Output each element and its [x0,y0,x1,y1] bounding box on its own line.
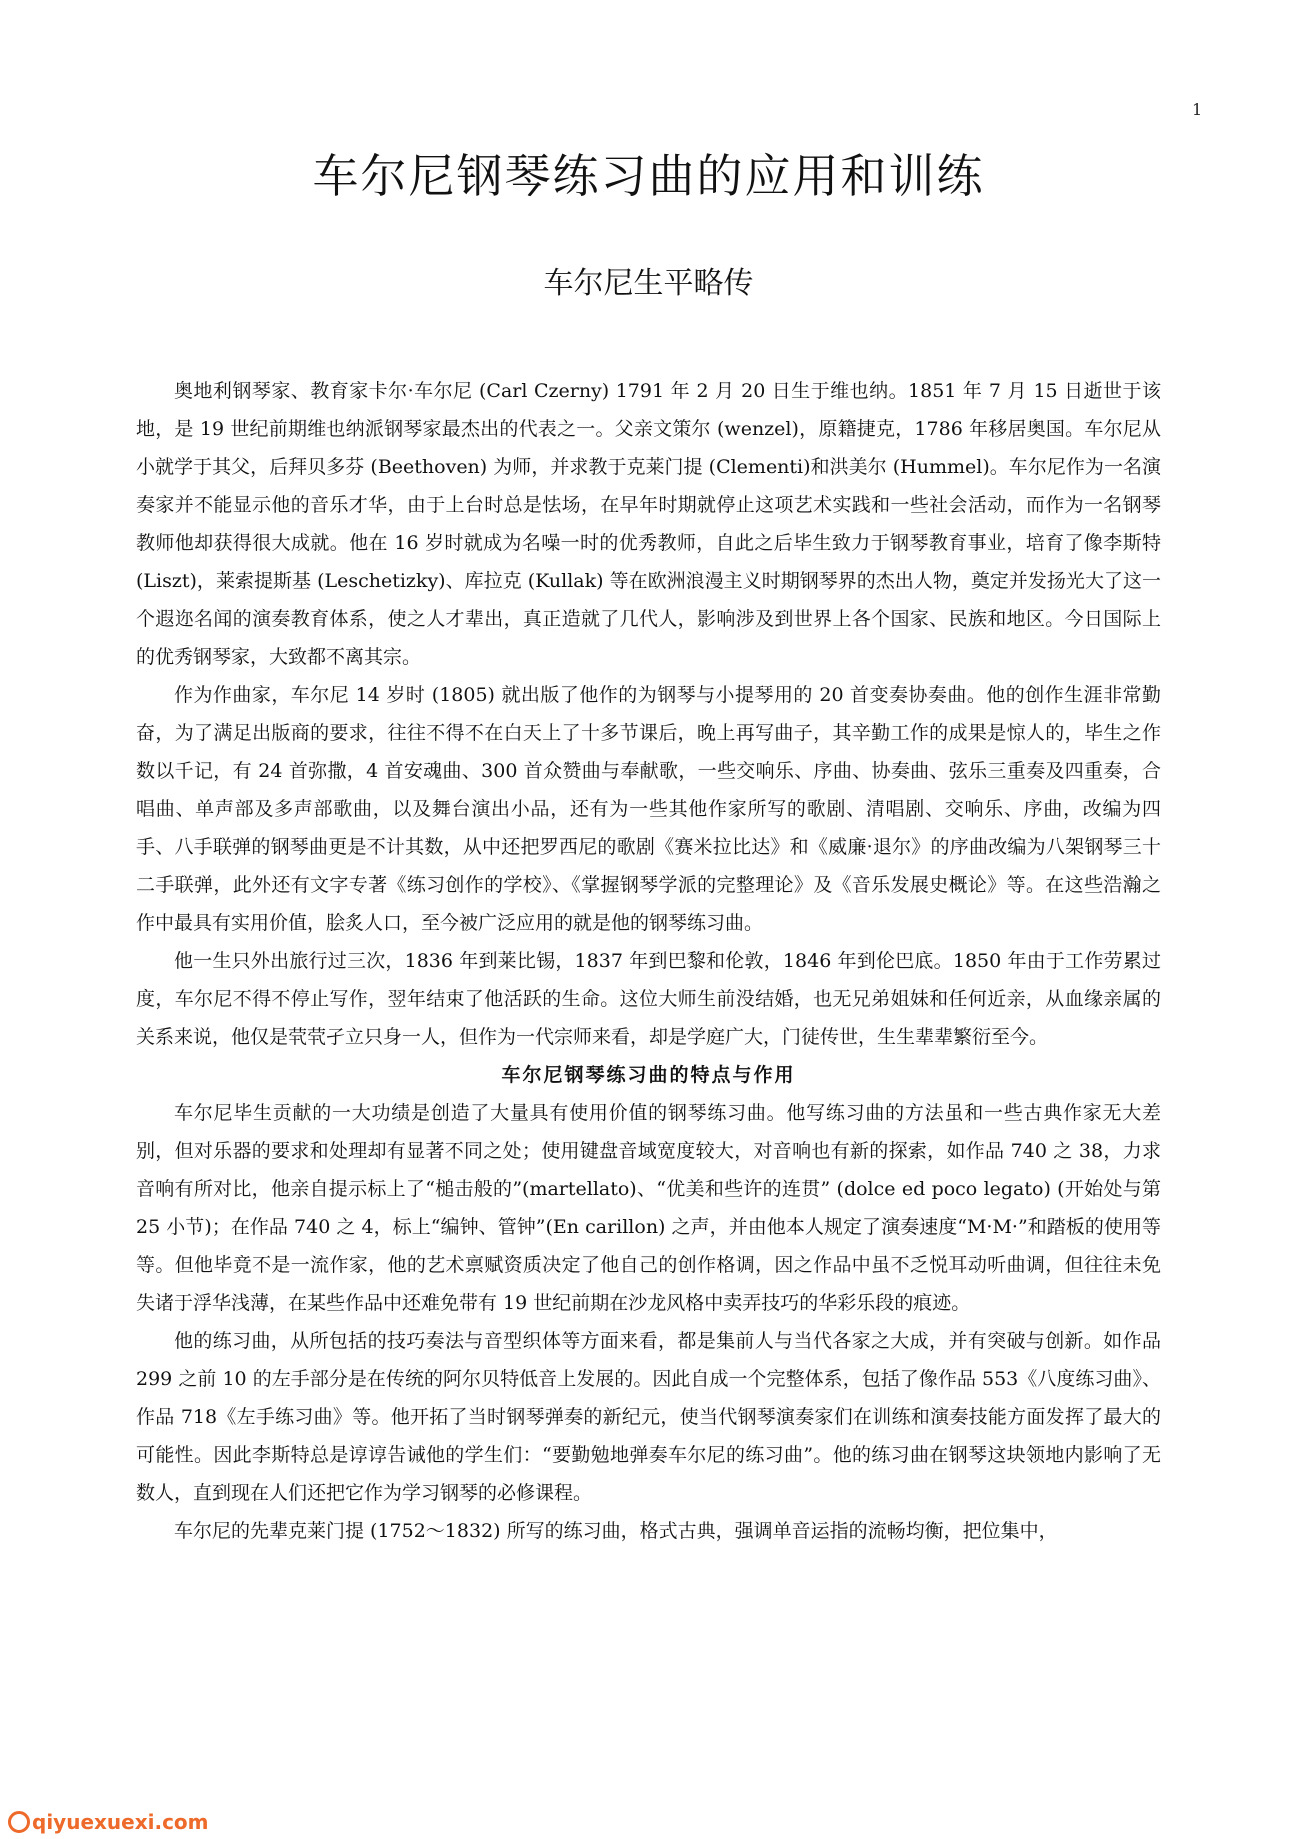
paragraph: 车尔尼毕生贡献的一大功绩是创造了大量具有使用价值的钢琴练习曲。他写练习曲的方法虽和一些古典作家无大差别，但对乐器的要求和处理却有显著不同之处；使用键盘音域宽度较大，对音响也有新的探索，如作品 740 之 38，力求音响有所对比，他亲自提示标上了“槌击般的”(martellato)、“优美和些许的连贯” (dolce ed poco legato) (开始处与第 25 小节)；在作品 740 之 4，标上“编钟、管钟”(En carillon) 之声，并由他本人规定了演奏速度“M·M·”和踏板的使用等等。但他毕竟不是一流作家，他的艺术禀赋资质决定了他自己的创作格调，因之作品中虽不乏悦耳动听曲调，但往往未免失诸于浮华浅薄，在某些作品中还难免带有 19 世纪前期在沙龙风格中卖弄技巧的华彩乐段的痕迹。 [136,1102,1161,1314]
section-heading: 车尔尼钢琴练习曲的特点与作用 [501,1064,796,1086]
paragraph: 他一生只外出旅行过三次，1836 年到莱比锡，1837 年到巴黎和伦敦，1846 年到伦巴底。1850 年由于工作劳累过度，车尔尼不得不停止写作，翌年结束了他活跃的生命。这位大师生前没结婚，也无兄弟姐妹和任何近亲，从血缘亲属的关系来说，他仅是茕茕孑立只身一人，但作为一代宗师来看，却是学庭广大，门徒传世，生生辈辈繁衍至今。 [136,950,1161,1048]
section-title-biography: 车尔尼生平略传 [543,266,754,301]
page-number: 1 [1192,100,1203,119]
paragraph: 作为作曲家，车尔尼 14 岁时 (1805) 就出版了他作的为钢琴与小提琴用的 20 首变奏协奏曲。他的创作生涯非常勤奋，为了满足出版商的要求，往往不得不在白天上了十多节课后，晚上再写曲子，其辛勤工作的成果是惊人的，毕生之作数以千记，有 24 首弥撒，4 首安魂曲、300 首众赞曲与奉献歌，一些交响乐、序曲、协奏曲、弦乐三重奏及四重奏，合唱曲、单声部及多声部歌曲，以及舞台演出小品，还有为一些其他作家所写的歌剧、清唱剧、交响乐、序曲，改编为四手、八手联弹的钢琴曲更是不计其数，从中还把罗西尼的歌剧《赛米拉比达》和《威廉·退尔》的序曲改编为八架钢琴三十二手联弹，此外还有文字专著《练习创作的学校》、《掌握钢琴学派的完整理论》及《音乐发展史概论》等。在这些浩瀚之作中最具有实用价值，脍炙人口，至今被广泛应用的就是他的钢琴练习曲。 [136,684,1161,934]
paragraph: 车尔尼的先辈克莱门提 (1752～1832) 所写的练习曲，格式古典，强调单音运指的流畅均衡，把位集中， [174,1520,1058,1542]
watermark [8,1810,209,1834]
paragraph: 奥地利钢琴家、教育家卡尔·车尔尼 (Carl Czerny) 1791 年 2 月 20 日生于维也纳。1851 年 7 月 15 日逝世于该地，是 19 世纪前期维也纳派钢琴家最杰出的代表之一。父亲文策尔 (wenzel)，原籍捷克，1786 年移居奥国。车尔尼从小就学于其父，后拜贝多芬 (Beethoven) 为师，并求教于克莱门提 (Clementi)和洪美尔 (Hummel)。车尔尼作为一名演奏家并不能显示他的音乐才华，由于上台时总是怯场，在早年时期就停止这项艺术实践和一些社会活动，而作为一名钢琴教师他却获得很大成就。他在 16 岁时就成为名噪一时的优秀教师，自此之后毕生致力于钢琴教育事业，培育了像李斯特 (Liszt)，莱索提斯基 (Leschetizky)、库拉克 (Kullak) 等在欧洲浪漫主义时期钢琴界的杰出人物，奠定并发扬光大了这一个遐迩名闻的演奏教育体系，使之人才辈出，真正造就了几代人，影响涉及到世界上各个国家、民族和地区。今日国际上的优秀钢琴家，大致都不离其宗。 [136,380,1161,668]
body-text [136,372,1161,1550]
paragraph: 他的练习曲，从所包括的技巧奏法与音型织体等方面来看，都是集前人与当代各家之大成，并有突破与创新。如作品 299 之前 10 的左手部分是在传统的阿尔贝特低音上发展的。因此自成一个完整体系，包括了像作品 553《八度练习曲》、作品 718《左手练习曲》等。他开拓了当时钢琴弹奏的新纪元，使当代钢琴演奏家们在训练和演奏技能方面发挥了最大的可能性。因此李斯特总是谆谆告诫他的学生们：“要勤勉地弹奏车尔尼的练习曲”。他的练习曲在钢琴这块领地内影响了无数人，直到现在人们还把它作为学习钢琴的必修课程。 [136,1330,1161,1504]
watermark-logo-icon [8,1811,30,1833]
document-title: 车尔尼钢琴练习曲的应用和训练 [312,149,985,203]
watermark-text: qiyuexuexi.com [32,1810,209,1834]
